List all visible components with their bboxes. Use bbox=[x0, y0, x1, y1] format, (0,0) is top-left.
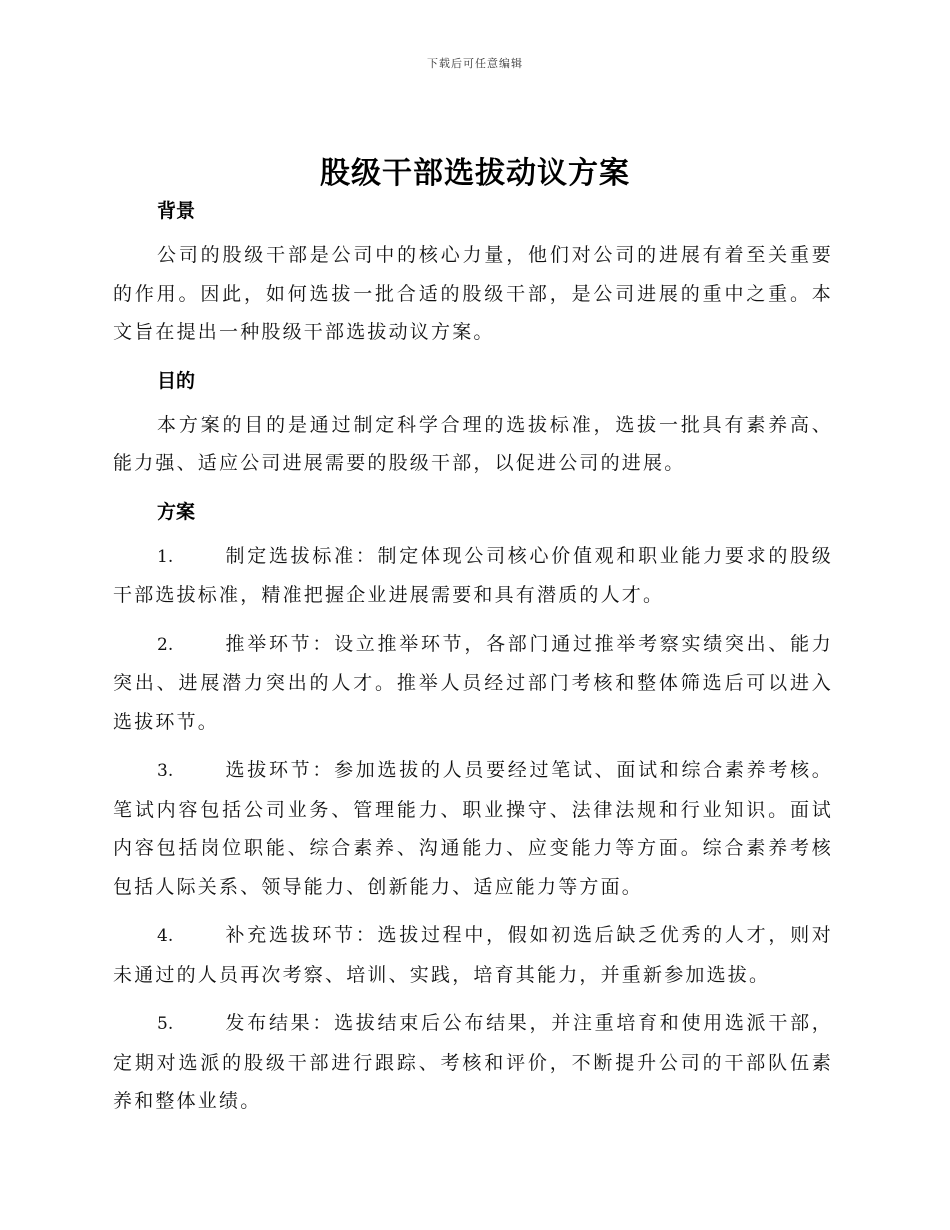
section-heading-plan: 方案 bbox=[157, 500, 196, 523]
list-item-text: 发布结果：选拔结束后公布结果，并注重培育和使用选派干部，定期对选派的股级干部进行跟踪、考核和评价，不断提升公司的干部队伍素养和整体业绩。 bbox=[113, 1012, 833, 1112]
list-item-number: 3. bbox=[157, 761, 174, 781]
list-item-number: 4. bbox=[157, 926, 174, 946]
section-paragraph-purpose: 本方案的目的是通过制定科学合理的选拔标准，选拔一批具有素养高、能力强、适应公司进展需要的股级干部，以促进公司的进展。 bbox=[113, 413, 833, 474]
document-title: 股级干部选拔动议方案 bbox=[320, 156, 630, 191]
section-heading-purpose: 目的 bbox=[157, 369, 196, 392]
list-item-text: 制定选拔标准：制定体现公司核心价值观和职业能力要求的股级干部选拔标准，精准把握企业进展需要和具有潜质的人才。 bbox=[113, 544, 833, 606]
section-paragraph-background: 公司的股级干部是公司中的核心力量，他们对公司的进展有着至关重要的作用。因此，如何选拔一批合适的股级干部，是公司进展的重中之重。本文旨在提出一种股级干部选拔动议方案。 bbox=[113, 244, 833, 343]
section-heading-background: 背景 bbox=[157, 200, 196, 222]
list-item-text: 补充选拔环节：选拔过程中，假如初选后缺乏优秀的人才，则对未通过的人员再次考察、培训、实践，培育其能力，并重新参加选拔。 bbox=[113, 924, 833, 986]
list-item bbox=[113, 916, 833, 994]
header-note: 下载后可任意编辑 bbox=[427, 57, 523, 70]
list-item-text: 选拔环节：参加选拔的人员要经过笔试、面试和综合素养考核。笔试内容包括公司业务、管理能力、职业操守、法律法规和行业知识。面试内容包括岗位职能、综合素养、沟通能力、应变能力等方面。综合素养考核包括人际关系、领导能力、创新能力、适应能力等方面。 bbox=[113, 759, 833, 898]
list-item-number: 2. bbox=[157, 634, 174, 655]
list-item bbox=[113, 625, 833, 742]
list-item bbox=[113, 537, 833, 615]
list-item-number: 5. bbox=[157, 1014, 174, 1034]
list-item bbox=[113, 751, 833, 906]
document-body bbox=[113, 196, 833, 1121]
list-item-number: 1. bbox=[157, 546, 174, 567]
list-item-text: 推举环节：设立推举环节，各部门通过推举考察实绩突出、能力突出、进展潜力突出的人才。推举人员经过部门考核和整体筛选后可以进入选拔环节。 bbox=[113, 632, 833, 733]
list-item bbox=[113, 1004, 833, 1121]
